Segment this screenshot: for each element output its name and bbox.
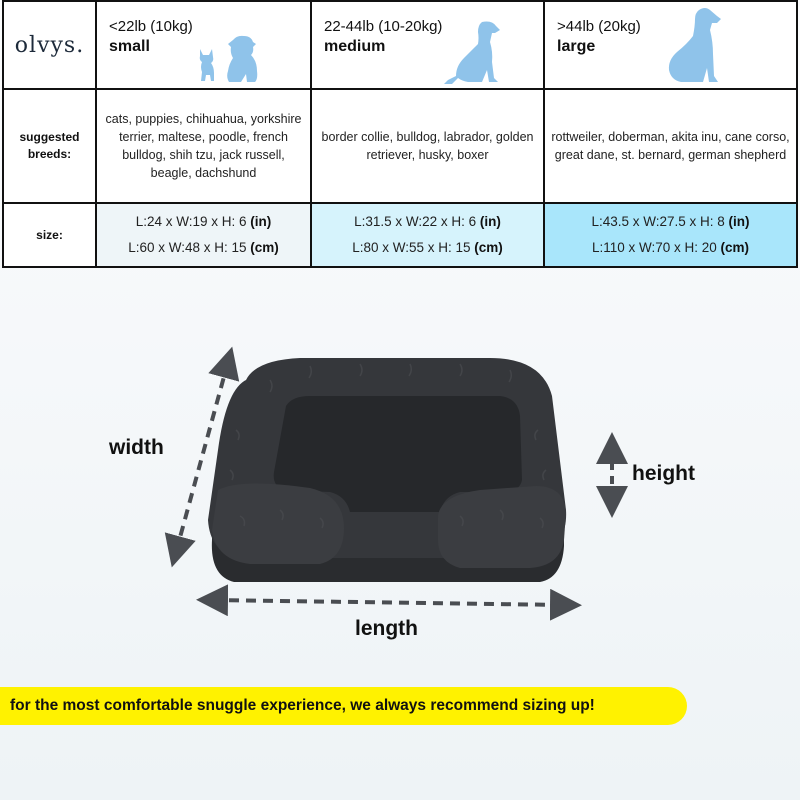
pug-icon (223, 34, 261, 84)
sizing-tip-banner: for the most comfortable snuggle experience, we always recommend sizing up! (0, 687, 687, 725)
size-column-large (544, 1, 797, 89)
breeds-row (3, 89, 797, 203)
weight-range: 22-44lb (10-20kg) (324, 18, 443, 35)
size-medium (311, 203, 544, 267)
weight-range: >44lb (20kg) (557, 18, 641, 35)
size-centimeters: L:80 x W:55 x H: 15 (cm) (352, 240, 503, 255)
size-label: medium (324, 38, 386, 55)
height-label: height (632, 462, 695, 485)
size-column-small (96, 1, 311, 89)
length-label: length (355, 617, 418, 640)
size-centimeters: L:60 x W:48 x H: 15 (cm) (128, 240, 279, 255)
size-small (96, 203, 311, 267)
size-inches: L:43.5 x W:27.5 x H: 8 (in) (591, 214, 750, 229)
size-label: small (109, 38, 150, 55)
breeds-small: cats, puppies, chihuahua, yorkshire terrier, maltese, poodle, french bulldog, shih tzu, jack russell, beagle, dachshund (96, 89, 311, 203)
breeds-row-label: suggested breeds: (3, 89, 96, 203)
size-inches: L:24 x W:19 x H: 6 (in) (135, 214, 272, 229)
size-large (544, 203, 797, 267)
size-row-label: size: (3, 203, 96, 267)
size-column-medium (311, 1, 544, 89)
bed-front-right (438, 486, 566, 568)
size-centimeters: L:110 x W:70 x H: 20 (cm) (591, 240, 750, 255)
medium-dog-icon (442, 20, 508, 86)
length-arrow (212, 600, 566, 605)
size-chart-table (2, 0, 798, 268)
bed-diagram (160, 340, 640, 640)
width-label: width (109, 436, 164, 459)
table-header-row (3, 1, 797, 89)
breeds-medium: border collie, bulldog, labrador, golden retriever, husky, boxer (311, 89, 544, 203)
size-row (3, 203, 797, 267)
weight-range: <22lb (10kg) (109, 18, 193, 35)
breeds-large: rottweiler, doberman, akita inu, cane corso, great dane, st. bernard, german shepherd (544, 89, 797, 203)
brand-logo: olvys. (3, 1, 96, 89)
large-dog-icon (665, 6, 723, 86)
small-dog-icon (195, 46, 219, 82)
bed-front-left (212, 483, 344, 564)
size-label: large (557, 38, 596, 55)
size-inches: L:31.5 x W:22 x H: 6 (in) (354, 214, 501, 229)
